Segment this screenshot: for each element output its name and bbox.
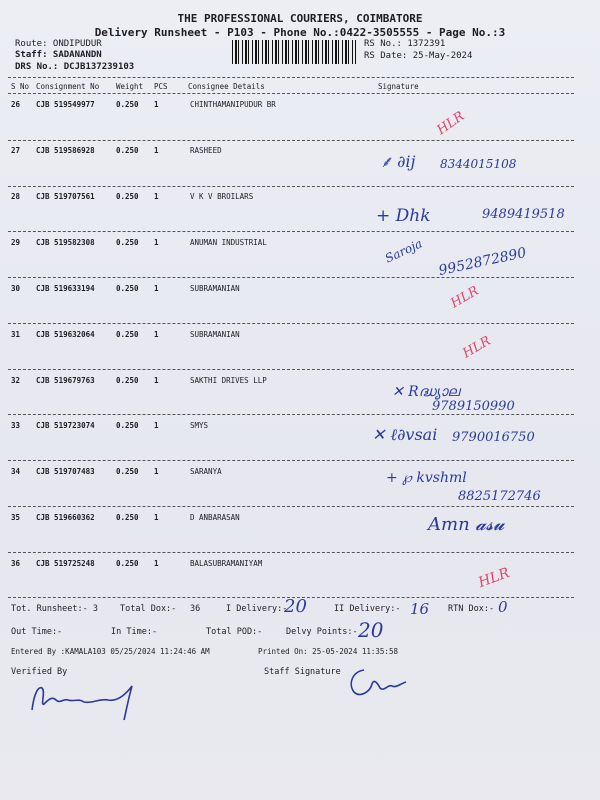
row-consignee: D ANBARASAN <box>190 513 240 522</box>
row-pcs: 1 <box>154 192 159 201</box>
receiver-phone: 9789150990 <box>432 399 515 414</box>
row-consignee: RASHEED <box>190 146 222 155</box>
row-weight: 0.250 <box>116 376 139 385</box>
row-consignee: SMYS <box>190 421 209 430</box>
col-consignment: Consignment No <box>36 82 100 91</box>
receiver-name: Saroja <box>382 236 425 266</box>
row-weight: 0.250 <box>116 421 139 430</box>
row-pcs: 1 <box>154 513 159 522</box>
delvy-points-label: Delvy Points:- <box>286 627 358 637</box>
row-sno: 36 <box>11 559 21 568</box>
receiver-phone: 9952872890 <box>437 244 528 280</box>
entered-by: Entered By :KAMALA103 05/25/2024 11:24:46 AM <box>11 647 210 656</box>
rtn-dox-value: 0 <box>498 598 508 616</box>
table-row <box>0 330 600 342</box>
row-sno: 27 <box>11 146 21 155</box>
row-rule <box>8 323 574 324</box>
hlr-mark: HLR <box>460 333 494 362</box>
staff-signature-label: Staff Signature <box>264 667 341 677</box>
receiver-phone: 9489419518 <box>482 207 565 222</box>
row-pcs: 1 <box>154 421 159 430</box>
printed-on: Printed On: 25-05-2024 11:35:58 <box>258 647 398 656</box>
table-row <box>0 284 600 296</box>
row-weight: 0.250 <box>116 146 139 155</box>
row-pcs: 1 <box>154 330 159 339</box>
receiver-phone: 8344015108 <box>440 157 517 171</box>
delvy-points-value: 20 <box>358 618 384 642</box>
row-weight: 0.250 <box>116 330 139 339</box>
staff-label: Staff: SADANANDN <box>15 50 102 60</box>
i-delivery-label: I Delivery:- <box>226 604 288 614</box>
total-pod-label: Total POD:- <box>206 627 263 637</box>
row-sno: 32 <box>11 376 21 385</box>
col-weight: Weight <box>116 82 144 91</box>
hlr-mark: HLR <box>434 108 468 139</box>
row-pcs: 1 <box>154 284 159 293</box>
total-dox-value: 36 <box>190 604 201 614</box>
row-sno: 29 <box>11 238 21 247</box>
signature-scribble: Amn 𝓪𝓼𝓾 <box>428 514 505 535</box>
row-consignee: SAKTHI DRIVES LLP <box>190 376 267 385</box>
signature-scribble: ✕ Rദ്ധ്യാല <box>392 384 460 400</box>
row-consignee: SARANYA <box>190 467 222 476</box>
row-weight: 0.250 <box>116 192 139 201</box>
signature-scribble: + Dhk <box>376 206 431 226</box>
tot-runsheet: Tot. Runsheet:- 3 <box>11 604 98 614</box>
row-consignee: BALASUBRAMANIYAM <box>190 559 263 568</box>
col-pcs: PCS <box>154 82 168 91</box>
hlr-mark: HLR <box>476 565 512 591</box>
row-rule <box>8 460 574 461</box>
signature-scribble: + ℘ kvshml <box>386 470 467 486</box>
row-pcs: 1 <box>154 238 159 247</box>
row-rule <box>8 277 574 278</box>
row-consignee: ANUMAN INDUSTRIAL <box>190 238 267 247</box>
row-consignment: CJB 519679763 <box>36 376 95 385</box>
drs-number: DRS No.: DCJB137239103 <box>15 62 135 72</box>
row-consignee: SUBRAMANIAN <box>190 284 240 293</box>
row-rule <box>8 506 574 507</box>
table-row <box>0 513 600 525</box>
row-consignment: CJB 519633194 <box>36 284 95 293</box>
row-sno: 33 <box>11 421 21 430</box>
row-rule <box>8 552 574 553</box>
row-weight: 0.250 <box>116 467 139 476</box>
table-row <box>0 467 600 479</box>
row-consignee: V K V BROILARS <box>190 192 254 201</box>
signature-scribble: ✕ ℓ∂vsai <box>372 425 438 444</box>
hlr-mark: HLR <box>448 283 482 312</box>
company-title: THE PROFESSIONAL COURIERS, COIMBATORE <box>177 12 423 25</box>
col-sno: S No <box>11 82 30 91</box>
ii-delivery-value: 16 <box>410 600 430 618</box>
verified-by-label: Verified By <box>11 667 68 677</box>
col-signature: Signature <box>378 82 419 91</box>
staff-signature <box>344 662 414 706</box>
table-row <box>0 559 600 571</box>
row-consignee: SUBRAMANIAN <box>190 330 240 339</box>
row-rule <box>8 186 574 187</box>
row-pcs: 1 <box>154 100 159 109</box>
row-pcs: 1 <box>154 467 159 476</box>
row-consignment: CJB 519632064 <box>36 330 95 339</box>
verified-by-signature <box>28 676 148 724</box>
row-consignment: CJB 519707483 <box>36 467 95 476</box>
i-delivery-value: 20 <box>284 596 307 617</box>
row-consignee: CHINTHAMANIPUDUR BR <box>190 100 276 109</box>
signature-scribble: ⸙ ∂ij <box>380 152 416 171</box>
row-weight: 0.250 <box>116 238 139 247</box>
row-sno: 26 <box>11 100 21 109</box>
header-bottom-rule <box>8 93 574 94</box>
row-consignment: CJB 519723074 <box>36 421 95 430</box>
barcode <box>232 40 356 64</box>
row-rule <box>8 414 574 415</box>
out-time-label: Out Time:- <box>11 627 63 637</box>
receiver-phone: 9790016750 <box>452 430 535 445</box>
row-weight: 0.250 <box>116 100 139 109</box>
row-consignment: CJB 519707561 <box>36 192 95 201</box>
header-top-rule <box>8 77 574 78</box>
row-consignment: CJB 519660362 <box>36 513 95 522</box>
col-consignee: Consignee Details <box>188 82 265 91</box>
row-rule <box>8 369 574 370</box>
row-consignment: CJB 519725248 <box>36 559 95 568</box>
row-pcs: 1 <box>154 376 159 385</box>
table-row <box>0 100 600 112</box>
row-weight: 0.250 <box>116 513 139 522</box>
row-consignment: CJB 519586928 <box>36 146 95 155</box>
rs-date: RS Date: 25-May-2024 <box>364 51 473 61</box>
row-consignment: CJB 519549977 <box>36 100 95 109</box>
row-sno: 31 <box>11 330 21 339</box>
row-pcs: 1 <box>154 146 159 155</box>
in-time-label: In Time:- <box>111 627 158 637</box>
runsheet-subtitle: Delivery Runsheet - P103 - Phone No.:0422-3505555 - Page No.:3 <box>94 26 506 39</box>
row-sno: 30 <box>11 284 21 293</box>
ii-delivery-label: II Delivery:- <box>334 604 401 614</box>
row-rule <box>8 231 574 232</box>
row-sno: 28 <box>11 192 21 201</box>
row-weight: 0.250 <box>116 284 139 293</box>
receiver-phone: 8825172746 <box>458 489 541 504</box>
total-dox-label: Total Dox:- <box>120 604 177 614</box>
row-consignment: CJB 519582308 <box>36 238 95 247</box>
row-rule <box>8 140 574 141</box>
rs-number: RS No.: 1372391 <box>364 39 446 49</box>
route-label: Route: ONDIPUDUR <box>15 39 102 49</box>
table-row <box>0 192 600 204</box>
row-pcs: 1 <box>154 559 159 568</box>
row-weight: 0.250 <box>116 559 139 568</box>
row-sno: 35 <box>11 513 21 522</box>
table-row <box>0 376 600 388</box>
row-sno: 34 <box>11 467 21 476</box>
rtn-dox-label: RTN Dox:- <box>448 604 495 614</box>
